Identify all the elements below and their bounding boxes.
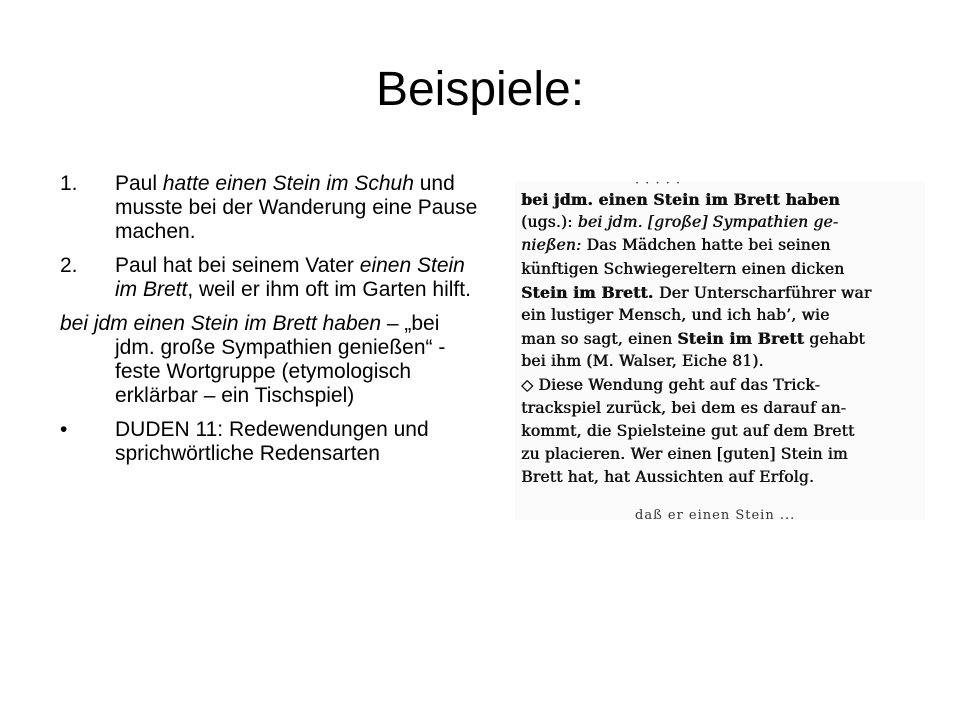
scan-text-segment: trackspiel zurück, bei dem es darauf an- [521, 398, 846, 417]
list-number: 2. [60, 254, 78, 277]
scan-text-segment: Stein im Brett. [521, 282, 659, 302]
scan-line [521, 352, 764, 370]
definition-explanation: – „bei jdm. große Sympathien genießen“ - feste Wortgruppe (etymologisch erklärbar – ein Tischspiel) [115, 312, 446, 407]
scan-line [521, 468, 814, 486]
text-segment: und musste bei der Wanderung eine Pause machen. [115, 172, 478, 243]
scan-line [521, 213, 838, 231]
text-segment-italic: hatte einen Stein im Schuh [162, 172, 414, 195]
scan-line [521, 306, 829, 324]
definition-paragraph [60, 312, 480, 408]
scan-line [521, 399, 846, 417]
scan-text-segment: gehabt [803, 330, 865, 349]
scan-text-segment: zu placieren. Wer einen [guten] Stein im [521, 445, 848, 464]
scan-text-segment: Der Unterscharführer war [658, 283, 872, 302]
list-text [115, 254, 471, 301]
text-segment: , weil er ihm oft im Garten hilft. [187, 278, 471, 301]
text-body [60, 172, 480, 476]
text-segment: Paul [115, 172, 163, 195]
scan-text-segment: bei jdm. [große] Sympathien ge- [577, 213, 839, 232]
scan-line [521, 190, 840, 209]
bullet-item [60, 418, 480, 466]
scan-line [521, 260, 844, 278]
scan-line [521, 376, 820, 394]
scan-text-segment: bei ihm (M. Walser, Eiche 81). [521, 352, 764, 371]
definition-idiom: bei jdm einen Stein im Brett haben [60, 312, 382, 335]
text-segment-italic: einen Stein im Brett [115, 254, 465, 301]
scan-text-segment: künftigen Schwiegereltern einen dicken [521, 259, 845, 278]
scan-text-segment: man so sagt, einen [521, 330, 678, 349]
scan-line [521, 236, 830, 254]
bullet-text: DUDEN 11: Redewendungen und sprichwörtliche Redensarten [115, 418, 429, 465]
scan-text-segment: Das Mädchen hatte bei seinen [586, 236, 831, 255]
scan-line [521, 283, 871, 302]
scan-top-fragment: · · · · · [635, 182, 682, 191]
scan-line [521, 329, 865, 348]
list-item [60, 172, 480, 244]
bullet-icon: • [60, 418, 68, 441]
scan-text-segment: ein lustiger Mensch, und ich hab’, wie [521, 306, 830, 324]
list-number: 1. [60, 172, 78, 195]
list-item [60, 254, 480, 302]
text-segment: Paul hat bei seinem Vater [115, 254, 360, 277]
scan-text-segment: ◇ Diese Wendung geht auf das Trick- [521, 375, 820, 394]
slide-title: Beispiele: [375, 63, 585, 116]
dictionary-scan-image [515, 182, 925, 520]
scan-text-segment: Brett hat, hat Aussichten auf Erfolg. [521, 468, 814, 487]
scan-text-segment: (ugs.): [521, 213, 578, 232]
scan-text-segment: nießen: [521, 236, 587, 255]
scan-text-segment: bei jdm. einen Stein im Brett haben [521, 190, 840, 209]
scan-text-segment: Stein im Brett [677, 329, 804, 349]
scan-text-segment: kommt, die Spielsteine gut auf dem Brett [521, 422, 855, 440]
scan-line [521, 422, 854, 440]
scan-bottom-fragment: daß er einen Stein ... [635, 508, 796, 520]
list-text [115, 172, 477, 243]
scan-line [521, 445, 848, 463]
